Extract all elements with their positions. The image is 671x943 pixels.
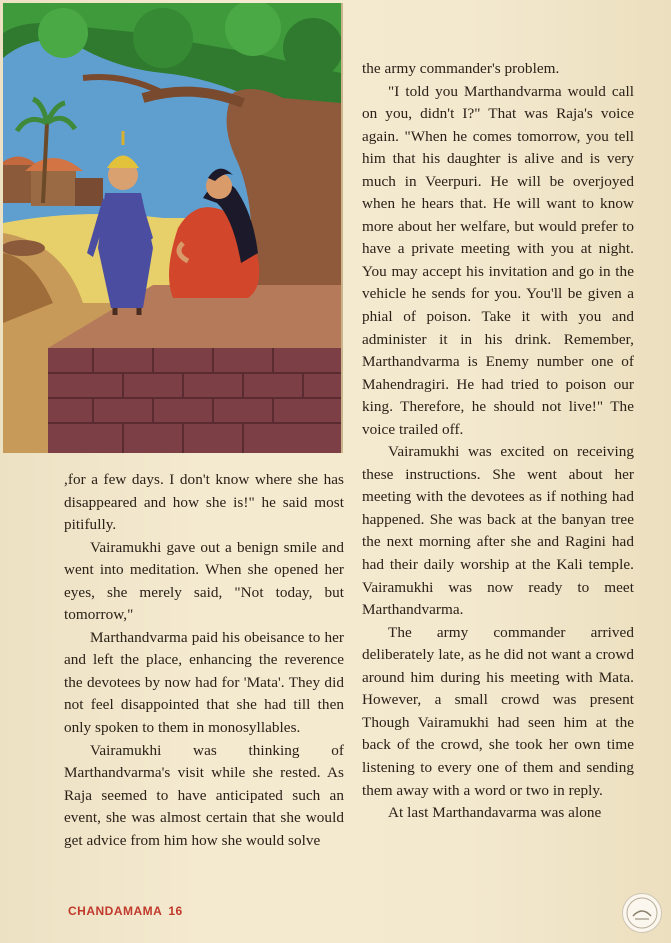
right-text-column — [362, 58, 634, 825]
page-number: 16 — [168, 904, 183, 918]
library-stamp-icon — [622, 893, 662, 933]
paragraph: Vairamukhi gave out a benign smile and went into meditation. When she opened her eyes, she merely said, "Not today, but tomorrow," — [64, 538, 344, 624]
paragraph: Vairamukhi was excited on receiving these instructions. She went about her meeting with the devotees as if nothing had happened. She was back at the banyan tree the next morning after she and Ragini had had their daily worship at the Kali temple. Vairamukhi was now ready to meet Marthandvarma. — [362, 443, 634, 619]
magazine-name: CHANDAMAMA — [68, 904, 163, 918]
paragraph: the army commander's problem. — [362, 60, 560, 77]
story-illustration-icon — [3, 3, 341, 453]
page-footer — [68, 904, 189, 918]
paragraph: ,for a few days. I don't know where she has disappeared and how she is!" he said most pitifully. — [64, 471, 344, 534]
paragraph: The army commander arrived deliberately late, as he did not want a crowd around him during his meeting with Mata. However, a small crowd was present Though Vairamukhi had seen him at the back of the crowd, she took her own time listening to every one of them and sending them away with a word or two in reply. — [362, 623, 634, 799]
story-illustration — [3, 3, 343, 453]
left-text-column — [64, 469, 344, 852]
paragraph: Marthandvarma paid his obeisance to her and left the place, enhancing the reverence the devotees by now had for 'Mata'. They did not feel disappointed that she had till then only spoken to them in monosyllables. — [64, 628, 344, 737]
paragraph: At last Marthandavarma was alone — [388, 804, 602, 822]
paragraph: "I told you Marthandvarma would call on you, didn't I?" That was Raja's voice again. "When he comes tomorrow, you tell him that his daughter is alive and is very much in Veerpuri. He will be overjoyed when he hears that. He will want to know more about her welfare, but would prefer to have a private meeting with you at night. You may accept his invitation and go in the vehicle he sends for you. You'll be given a phial of poison. Take it with you and administer it in his drink. Remember, Marthandvarma is Enemy number one of Mahendragiri. He had tried to poison our king. Therefore, he should not live!" The voice trailed off. — [362, 82, 634, 438]
paragraph: Vairamukhi was thinking of Marthandvarma's visit while she rested. As Raja seemed to have anticipated such an event, she was almost certain that she would get advice from him how she would solve — [64, 741, 344, 849]
